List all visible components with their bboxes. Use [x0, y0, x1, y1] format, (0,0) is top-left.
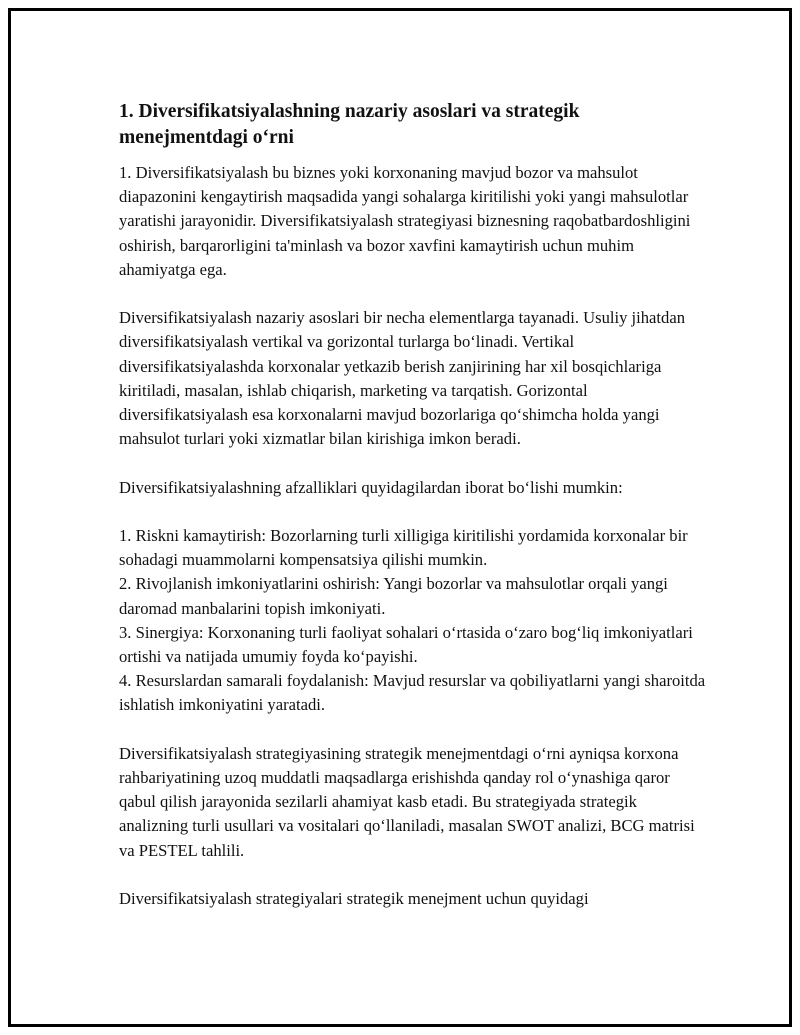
list-item: 2. Rivojlanish imkoniyatlarini oshirish: Yangi bozorlar va mahsulotlar orqali yangi daromad manbalarini topish imkoniyati. — [119, 574, 668, 618]
paragraph-definition: 1. Diversifikatsiyalash bu biznes yoki korxonaning mavjud bozor va mahsulot diapazonini kengaytirish maqsadida yangi sohalarga kiritilishi yoki yangi mahsulotlar yaratishi jarayonidir. Diversifikatsiyalash strategiyasi biznesning raqobatbardoshligini oshirish, barqarorligini ta'minlash va bozor xavfini kamaytirish uchun muhim ahamiyatga ega. — [119, 163, 691, 279]
list-item: 1. Riskni kamaytirish: Bozorlarning turli xilligiga kiritilishi yordamida korxonalar bir sohadagi muammolarni kompensatsiya qilishi mumkin. — [119, 526, 688, 570]
list-item: 3. Sinergiya: Korxonaning turli faoliyat sohalari o‘rtasida o‘zaro bog‘liq imkoniyatlari ortishi va natijada umumiy foyda ko‘payishi. — [119, 622, 693, 667]
paragraph-strategic-role: Diversifikatsiyalash strategiyasining strategik menejmentdagi o‘rni ayniqsa korxona rahbariyatining uzoq muddatli maqsadlarga erishishda qanday rol o‘ynashiga qaror qabul qilish jarayonida sezilarli ahamiyat kasb etadi. Bu strategiyada strategik analizning turli usullari va vositalari qo‘llaniladi, masalan SWOT analizi, BCG matrisi va PESTEL tahlili. — [119, 743, 695, 860]
advantages-list — [119, 524, 709, 718]
paragraph-strategies-intro: Diversifikatsiyalash strategiyalari strategik menejment uchun quyidagi — [119, 889, 589, 909]
page-frame — [8, 8, 792, 1027]
document-body — [119, 99, 709, 935]
paragraph-theory: Diversifikatsiyalash nazariy asoslari bir necha elementlarga tayanadi. Usuliy jihatdan diversifikatsiyalash vertikal va gorizontal turlarga bo‘linadi. Vertikal diversifikatsiyalashda korxonalar yetkazib berish zanjirining har xil bosqichlariga kiritiladi, masalan, ishlab chiqarish, marketing va tarqatish. Gorizontal diversifikatsiyalash esa korxonalarni mavjud bozorlariga qo‘shimcha holda yangi mahsulot turlari yoki xizmatlar bilan kirishiga imkon beradi. — [119, 308, 685, 449]
list-item: 4. Resurslardan samarali foydalanish: Mavjud resurslar va qobiliyatlarni yangi sharoitda ishlatish imkoniyatini yaratadi. — [119, 671, 706, 715]
section-heading: 1. Diversifikatsiyalashning nazariy asoslari va strategik menejmentdagi o‘rni — [119, 101, 580, 148]
paragraph-advantages-intro: Diversifikatsiyalashning afzalliklari quyidagilardan iborat bo‘lishi mumkin: — [119, 477, 623, 497]
